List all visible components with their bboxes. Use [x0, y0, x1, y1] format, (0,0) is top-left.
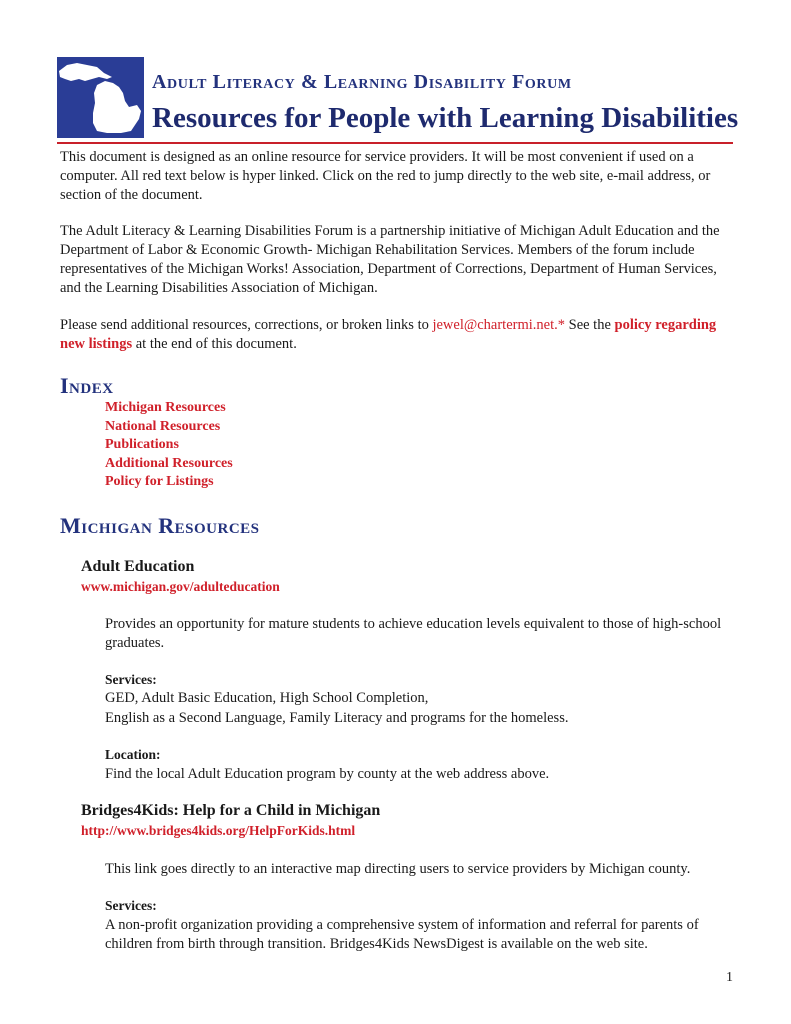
- michigan-resources-heading: Michigan Resources: [60, 513, 260, 538]
- adult-education-services-line-2: English as a Second Language, Family Literacy and programs for the homeless.: [105, 710, 569, 726]
- bridges4kids-services-text: A non-profit organization providing a comprehensive system of information and referral for parents of children from birth through transition. Bridges4Kids NewsDigest is available on the web site.: [105, 917, 699, 952]
- adult-education-url[interactable]: www.michigan.gov/adulteducation: [81, 579, 280, 594]
- forum-title: Adult Literacy & Learning Disability Forum: [152, 71, 572, 93]
- index-link-national-resources[interactable]: National Resources: [105, 418, 221, 434]
- michigan-map-icon: [57, 57, 144, 138]
- intro-p3-text-middle: See the: [565, 317, 615, 333]
- index-link-additional-resources[interactable]: Additional Resources: [105, 455, 233, 471]
- adult-education-description: Provides an opportunity for mature students to achieve education levels equivalent to those of high-school graduates.: [105, 616, 722, 651]
- intro-p3-text-after: at the end of this document.: [132, 336, 297, 352]
- bridges4kids-services-label: Services:: [105, 898, 157, 913]
- bridges4kids-url[interactable]: http://www.bridges4kids.org/HelpForKids.html: [81, 823, 356, 838]
- page-title: Resources for People with Learning Disabilities: [152, 102, 739, 134]
- intro-p3-text-before: Please send additional resources, corrections, or broken links to: [60, 317, 433, 333]
- bridges4kids-title: Bridges4Kids: Help for a Child in Michigan: [81, 802, 381, 819]
- adult-education-services-label: Services:: [105, 672, 157, 687]
- index-link-publications[interactable]: Publications: [105, 437, 179, 452]
- intro-paragraph-3: [60, 316, 740, 354]
- policy-link[interactable]: policy regarding new listings: [60, 317, 717, 352]
- email-link[interactable]: jewel@chartermi.net.*: [432, 317, 565, 333]
- intro-paragraph-1: This document is designed as an online resource for service providers. It will be most convenient if used on a computer. All red text below is hyper linked. Click on the red to jump directly to the web site, e-mail address, or section of the document.: [60, 149, 711, 203]
- adult-education-location-label: Location:: [105, 747, 161, 762]
- adult-education-services-line-1: GED, Adult Basic Education, High School Completion,: [105, 690, 429, 706]
- page-number: 1: [726, 970, 733, 985]
- index-link-policy-for-listings[interactable]: Policy for Listings: [105, 474, 214, 489]
- michigan-logo: [57, 57, 144, 138]
- adult-education-location-text: Find the local Adult Education program by county at the web address above.: [105, 766, 550, 782]
- adult-education-title: Adult Education: [81, 558, 195, 575]
- index-heading: Index: [60, 373, 114, 398]
- bridges4kids-description: This link goes directly to an interactive map directing users to service providers by Michigan county.: [105, 861, 691, 877]
- index-link-michigan-resources[interactable]: Michigan Resources: [105, 400, 226, 415]
- intro-paragraph-2: The Adult Literacy & Learning Disabilities Forum is a partnership initiative of Michigan Adult Education and the Department of Labor & Economic Growth- Michigan Rehabilitation Services. Members of the forum include representatives of the Michigan Works! Association, Department of Corrections, Department of Human Services, and the Learning Disabilities Association of Michigan.: [60, 223, 720, 296]
- title-divider: [57, 142, 733, 144]
- index-list: [105, 399, 233, 492]
